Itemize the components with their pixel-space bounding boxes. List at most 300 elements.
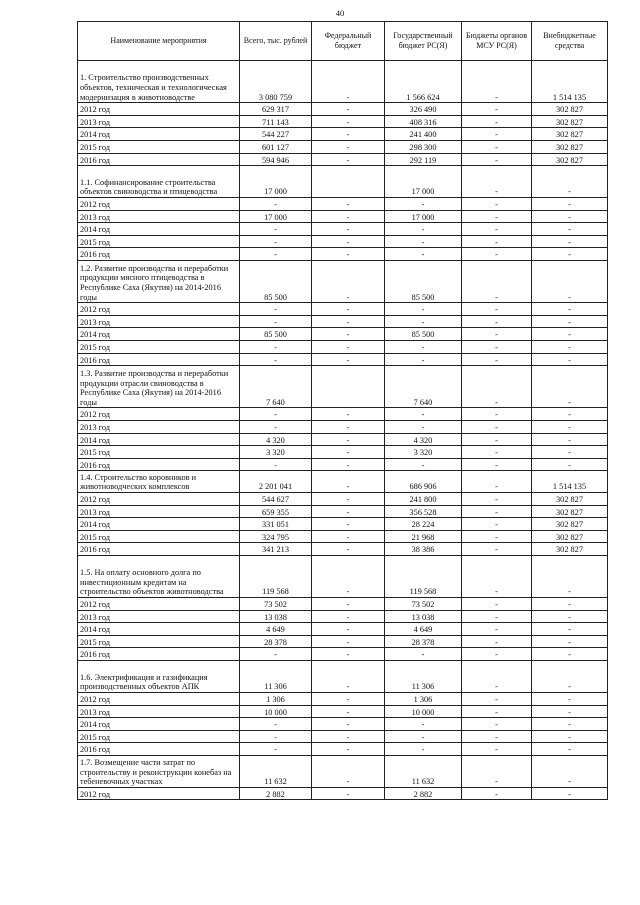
- cell-municipal: -: [462, 103, 532, 116]
- cell-federal: -: [312, 555, 385, 597]
- cell-extra: 302 827: [532, 153, 608, 166]
- cell-federal: -: [312, 530, 385, 543]
- table-row: [78, 140, 608, 153]
- cell-municipal: -: [462, 610, 532, 623]
- cell-state: -: [385, 648, 462, 661]
- cell-federal: -: [312, 743, 385, 756]
- table-row: [78, 505, 608, 518]
- cell-extra: -: [532, 433, 608, 446]
- cell-municipal: -: [462, 471, 532, 493]
- cell-extra: -: [532, 261, 608, 303]
- cell-name: 2016 год: [78, 543, 240, 556]
- cell-federal: -: [312, 518, 385, 531]
- cell-state: 119 568: [385, 555, 462, 597]
- cell-extra: -: [532, 743, 608, 756]
- cell-extra: -: [532, 718, 608, 731]
- table-section-row: [78, 366, 608, 408]
- cell-extra: 302 827: [532, 518, 608, 531]
- table-section-row: [78, 61, 608, 103]
- cell-name: 2016 год: [78, 458, 240, 471]
- table-row: [78, 530, 608, 543]
- cell-federal: -: [312, 340, 385, 353]
- table-row: [78, 635, 608, 648]
- cell-municipal: -: [462, 755, 532, 787]
- cell-extra: -: [532, 648, 608, 661]
- cell-municipal: -: [462, 303, 532, 316]
- cell-total: -: [240, 730, 312, 743]
- table-row: [78, 223, 608, 236]
- cell-total: 3 320: [240, 446, 312, 459]
- cell-total: -: [240, 340, 312, 353]
- cell-total: 544 227: [240, 128, 312, 141]
- cell-federal: -: [312, 261, 385, 303]
- cell-federal: -: [312, 353, 385, 366]
- cell-state: -: [385, 340, 462, 353]
- cell-municipal: -: [462, 518, 532, 531]
- cell-extra: -: [532, 661, 608, 693]
- cell-extra: -: [532, 446, 608, 459]
- cell-municipal: -: [462, 433, 532, 446]
- cell-municipal: -: [462, 198, 532, 211]
- table-row: [78, 730, 608, 743]
- cell-total: 4 320: [240, 433, 312, 446]
- cell-extra: -: [532, 730, 608, 743]
- cell-municipal: -: [462, 235, 532, 248]
- budget-table: [77, 21, 608, 800]
- cell-extra: -: [532, 555, 608, 597]
- cell-state: 3 320: [385, 446, 462, 459]
- cell-state: -: [385, 315, 462, 328]
- cell-federal: -: [312, 661, 385, 693]
- cell-total: -: [240, 458, 312, 471]
- cell-total: 7 640: [240, 366, 312, 408]
- cell-federal: -: [312, 433, 385, 446]
- cell-state: 7 640: [385, 366, 462, 408]
- cell-federal: -: [312, 635, 385, 648]
- cell-municipal: -: [462, 210, 532, 223]
- cell-extra: -: [532, 223, 608, 236]
- page-number: 40: [335, 8, 345, 18]
- cell-federal: -: [312, 610, 385, 623]
- cell-federal: -: [312, 315, 385, 328]
- cell-municipal: -: [462, 166, 532, 198]
- cell-total: 4 649: [240, 623, 312, 636]
- cell-federal: -: [312, 420, 385, 433]
- table-row: [78, 623, 608, 636]
- cell-total: -: [240, 408, 312, 421]
- cell-total: -: [240, 198, 312, 211]
- cell-federal: -: [312, 718, 385, 731]
- cell-extra: -: [532, 692, 608, 705]
- cell-name: 2014 год: [78, 718, 240, 731]
- table-row: [78, 353, 608, 366]
- cell-name: 2016 год: [78, 248, 240, 261]
- cell-extra: 302 827: [532, 140, 608, 153]
- cell-federal: -: [312, 198, 385, 211]
- table-row: [78, 303, 608, 316]
- cell-state: -: [385, 730, 462, 743]
- table-section-row: [78, 555, 608, 597]
- table-row: [78, 153, 608, 166]
- cell-state: 17 000: [385, 166, 462, 198]
- cell-state: -: [385, 458, 462, 471]
- cell-state: 356 528: [385, 505, 462, 518]
- table-row: [78, 543, 608, 556]
- cell-extra: -: [532, 340, 608, 353]
- cell-municipal: -: [462, 623, 532, 636]
- table-row: [78, 692, 608, 705]
- cell-municipal: -: [462, 315, 532, 328]
- cell-municipal: -: [462, 340, 532, 353]
- cell-name: 1.3. Развитие производства и переработки продукции отрасли свиноводства в Республике Саха (Якутия) на 2014-2016 годы: [78, 366, 240, 408]
- cell-federal: -: [312, 115, 385, 128]
- cell-name: 1.7. Возмещение части затрат по строительству и реконструкции конебаз на тебеневочных участках: [78, 755, 240, 787]
- table-row: [78, 446, 608, 459]
- cell-municipal: -: [462, 705, 532, 718]
- cell-name: 1.2. Развитие производства и переработки продукции мясного птицеводства в Республике Саха (Якутия) на 2014-2016 годы: [78, 261, 240, 303]
- cell-name: 2016 год: [78, 648, 240, 661]
- cell-municipal: -: [462, 692, 532, 705]
- cell-federal: -: [312, 787, 385, 800]
- cell-federal: -: [312, 103, 385, 116]
- cell-federal: -: [312, 505, 385, 518]
- cell-total: 601 127: [240, 140, 312, 153]
- cell-state: 1 566 624: [385, 61, 462, 103]
- header-total: Всего, тыс. рублей: [240, 22, 312, 61]
- table-row: [78, 128, 608, 141]
- cell-extra: -: [532, 248, 608, 261]
- cell-extra: 302 827: [532, 505, 608, 518]
- cell-extra: 1 514 135: [532, 61, 608, 103]
- cell-municipal: -: [462, 458, 532, 471]
- cell-name: 2013 год: [78, 315, 240, 328]
- table-row: [78, 718, 608, 731]
- cell-state: -: [385, 408, 462, 421]
- cell-municipal: -: [462, 408, 532, 421]
- cell-name: 2012 год: [78, 787, 240, 800]
- cell-total: 2 882: [240, 787, 312, 800]
- cell-municipal: -: [462, 261, 532, 303]
- cell-name: 2012 год: [78, 103, 240, 116]
- cell-municipal: -: [462, 153, 532, 166]
- cell-state: 11 306: [385, 661, 462, 693]
- cell-state: 10 000: [385, 705, 462, 718]
- cell-total: 594 946: [240, 153, 312, 166]
- cell-extra: -: [532, 235, 608, 248]
- cell-municipal: -: [462, 730, 532, 743]
- cell-extra: 302 827: [532, 492, 608, 505]
- table-row: [78, 103, 608, 116]
- table-row: [78, 433, 608, 446]
- cell-municipal: -: [462, 505, 532, 518]
- cell-total: 73 502: [240, 598, 312, 611]
- cell-state: 28 224: [385, 518, 462, 531]
- cell-municipal: -: [462, 223, 532, 236]
- cell-extra: -: [532, 198, 608, 211]
- cell-extra: -: [532, 408, 608, 421]
- cell-name: 2016 год: [78, 743, 240, 756]
- cell-total: -: [240, 648, 312, 661]
- cell-total: 324 795: [240, 530, 312, 543]
- cell-federal: [312, 166, 385, 198]
- cell-state: 2 882: [385, 787, 462, 800]
- cell-extra: -: [532, 328, 608, 341]
- cell-federal: -: [312, 223, 385, 236]
- header-extra: Внебюджетные средства: [532, 22, 608, 61]
- cell-name: 2015 год: [78, 730, 240, 743]
- cell-extra: -: [532, 353, 608, 366]
- cell-total: 13 038: [240, 610, 312, 623]
- cell-state: 13 038: [385, 610, 462, 623]
- cell-name: 2012 год: [78, 492, 240, 505]
- cell-municipal: -: [462, 492, 532, 505]
- cell-state: 21 968: [385, 530, 462, 543]
- cell-total: 17 000: [240, 166, 312, 198]
- cell-municipal: -: [462, 787, 532, 800]
- cell-total: 3 080 759: [240, 61, 312, 103]
- cell-total: -: [240, 420, 312, 433]
- cell-name: 2013 год: [78, 705, 240, 718]
- cell-name: 2014 год: [78, 128, 240, 141]
- cell-state: -: [385, 718, 462, 731]
- cell-name: 2014 год: [78, 433, 240, 446]
- table-section-row: [78, 755, 608, 787]
- table-body: [78, 61, 608, 800]
- cell-state: -: [385, 743, 462, 756]
- header-federal: Федеральный бюджет: [312, 22, 385, 61]
- cell-extra: 302 827: [532, 530, 608, 543]
- cell-total: -: [240, 248, 312, 261]
- cell-state: -: [385, 303, 462, 316]
- cell-total: 11 632: [240, 755, 312, 787]
- cell-extra: -: [532, 366, 608, 408]
- cell-extra: 302 827: [532, 103, 608, 116]
- cell-federal: [312, 366, 385, 408]
- cell-total: -: [240, 315, 312, 328]
- cell-name: 1.6. Электрификация и газификация производственных объектов АПК: [78, 661, 240, 693]
- cell-federal: -: [312, 61, 385, 103]
- cell-extra: -: [532, 598, 608, 611]
- cell-municipal: -: [462, 718, 532, 731]
- table-row: [78, 787, 608, 800]
- cell-extra: -: [532, 755, 608, 787]
- cell-extra: -: [532, 315, 608, 328]
- cell-municipal: -: [462, 555, 532, 597]
- cell-state: 686 906: [385, 471, 462, 493]
- table-section-row: [78, 471, 608, 493]
- table-section-row: [78, 661, 608, 693]
- cell-state: 38 386: [385, 543, 462, 556]
- cell-extra: -: [532, 623, 608, 636]
- cell-total: 1 306: [240, 692, 312, 705]
- cell-state: 1 306: [385, 692, 462, 705]
- cell-name: 2013 год: [78, 210, 240, 223]
- cell-municipal: -: [462, 420, 532, 433]
- cell-state: 4 320: [385, 433, 462, 446]
- cell-federal: -: [312, 543, 385, 556]
- cell-extra: 302 827: [532, 543, 608, 556]
- cell-total: 10 000: [240, 705, 312, 718]
- table-row: [78, 340, 608, 353]
- cell-federal: -: [312, 328, 385, 341]
- cell-municipal: -: [462, 635, 532, 648]
- cell-federal: -: [312, 458, 385, 471]
- cell-federal: -: [312, 730, 385, 743]
- cell-state: -: [385, 353, 462, 366]
- cell-state: 292 119: [385, 153, 462, 166]
- cell-name: 2015 год: [78, 635, 240, 648]
- table-row: [78, 458, 608, 471]
- cell-municipal: -: [462, 530, 532, 543]
- table-row: [78, 492, 608, 505]
- cell-municipal: -: [462, 140, 532, 153]
- cell-name: 2014 год: [78, 328, 240, 341]
- table-row: [78, 328, 608, 341]
- cell-federal: -: [312, 692, 385, 705]
- table-row: [78, 610, 608, 623]
- cell-total: -: [240, 303, 312, 316]
- table-row: [78, 248, 608, 261]
- table-row: [78, 210, 608, 223]
- cell-state: 241 400: [385, 128, 462, 141]
- cell-municipal: -: [462, 328, 532, 341]
- cell-total: -: [240, 743, 312, 756]
- cell-state: 408 316: [385, 115, 462, 128]
- cell-municipal: -: [462, 446, 532, 459]
- cell-extra: -: [532, 420, 608, 433]
- cell-state: 241 800: [385, 492, 462, 505]
- table-row: [78, 408, 608, 421]
- cell-name: 1.4. Строительство коровников и животноводческих комплексов: [78, 471, 240, 493]
- cell-federal: -: [312, 408, 385, 421]
- cell-state: 85 500: [385, 328, 462, 341]
- cell-municipal: -: [462, 543, 532, 556]
- cell-municipal: -: [462, 353, 532, 366]
- cell-municipal: -: [462, 598, 532, 611]
- cell-name: 2012 год: [78, 408, 240, 421]
- cell-name: 2012 год: [78, 198, 240, 211]
- cell-federal: -: [312, 153, 385, 166]
- table-row: [78, 198, 608, 211]
- cell-total: 17 000: [240, 210, 312, 223]
- cell-extra: -: [532, 458, 608, 471]
- cell-total: 85 500: [240, 328, 312, 341]
- cell-name: 1.1. Софинансирование строительства объектов свиноводства и птицеводства: [78, 166, 240, 198]
- cell-extra: -: [532, 635, 608, 648]
- cell-name: 2012 год: [78, 692, 240, 705]
- cell-total: 659 355: [240, 505, 312, 518]
- cell-total: -: [240, 353, 312, 366]
- cell-municipal: -: [462, 743, 532, 756]
- cell-total: 544 627: [240, 492, 312, 505]
- cell-name: 2015 год: [78, 446, 240, 459]
- cell-total: 711 143: [240, 115, 312, 128]
- cell-municipal: -: [462, 61, 532, 103]
- table-row: [78, 235, 608, 248]
- cell-federal: -: [312, 755, 385, 787]
- cell-municipal: -: [462, 128, 532, 141]
- cell-name: 2015 год: [78, 140, 240, 153]
- cell-state: 85 500: [385, 261, 462, 303]
- cell-name: 2014 год: [78, 223, 240, 236]
- cell-extra: 302 827: [532, 128, 608, 141]
- cell-federal: -: [312, 623, 385, 636]
- table-row: [78, 743, 608, 756]
- cell-total: -: [240, 223, 312, 236]
- cell-name: 2014 год: [78, 623, 240, 636]
- table-section-row: [78, 261, 608, 303]
- table-row: [78, 518, 608, 531]
- cell-extra: 302 827: [532, 115, 608, 128]
- cell-name: 2016 год: [78, 153, 240, 166]
- cell-state: -: [385, 420, 462, 433]
- table-header-row: [78, 22, 608, 61]
- cell-extra: -: [532, 705, 608, 718]
- cell-name: 2013 год: [78, 420, 240, 433]
- cell-extra: -: [532, 210, 608, 223]
- cell-municipal: -: [462, 661, 532, 693]
- cell-state: 28 378: [385, 635, 462, 648]
- cell-state: 326 490: [385, 103, 462, 116]
- cell-state: 4 649: [385, 623, 462, 636]
- table-row: [78, 598, 608, 611]
- cell-total: -: [240, 235, 312, 248]
- cell-total: 341 213: [240, 543, 312, 556]
- cell-municipal: -: [462, 648, 532, 661]
- table-row: [78, 705, 608, 718]
- cell-federal: -: [312, 140, 385, 153]
- cell-federal: -: [312, 598, 385, 611]
- table-section-row: [78, 166, 608, 198]
- cell-total: 28 378: [240, 635, 312, 648]
- cell-total: 119 568: [240, 555, 312, 597]
- cell-name: 2013 год: [78, 505, 240, 518]
- cell-state: -: [385, 198, 462, 211]
- cell-name: 2016 год: [78, 353, 240, 366]
- cell-extra: -: [532, 303, 608, 316]
- cell-name: 2012 год: [78, 598, 240, 611]
- cell-name: 2014 год: [78, 518, 240, 531]
- table-row: [78, 115, 608, 128]
- cell-name: 2012 год: [78, 303, 240, 316]
- cell-name: 2015 год: [78, 235, 240, 248]
- cell-extra: -: [532, 610, 608, 623]
- cell-total: -: [240, 718, 312, 731]
- cell-state: 11 632: [385, 755, 462, 787]
- table-row: [78, 648, 608, 661]
- cell-federal: -: [312, 446, 385, 459]
- cell-state: -: [385, 235, 462, 248]
- table-row: [78, 420, 608, 433]
- cell-municipal: -: [462, 248, 532, 261]
- cell-name: 2015 год: [78, 530, 240, 543]
- cell-name: 2013 год: [78, 115, 240, 128]
- cell-name: 1. Строительство производственных объектов, техническая и технологическая модернизация в животноводстве: [78, 61, 240, 103]
- cell-federal: -: [312, 648, 385, 661]
- cell-state: 17 000: [385, 210, 462, 223]
- cell-federal: -: [312, 705, 385, 718]
- cell-total: 2 201 041: [240, 471, 312, 493]
- cell-total: 85 500: [240, 261, 312, 303]
- cell-name: 2013 год: [78, 610, 240, 623]
- cell-federal: -: [312, 128, 385, 141]
- cell-municipal: -: [462, 115, 532, 128]
- cell-total: 629 317: [240, 103, 312, 116]
- header-state: Государственный бюджет РС(Я): [385, 22, 462, 61]
- cell-total: 331 051: [240, 518, 312, 531]
- cell-total: 11 306: [240, 661, 312, 693]
- cell-municipal: -: [462, 366, 532, 408]
